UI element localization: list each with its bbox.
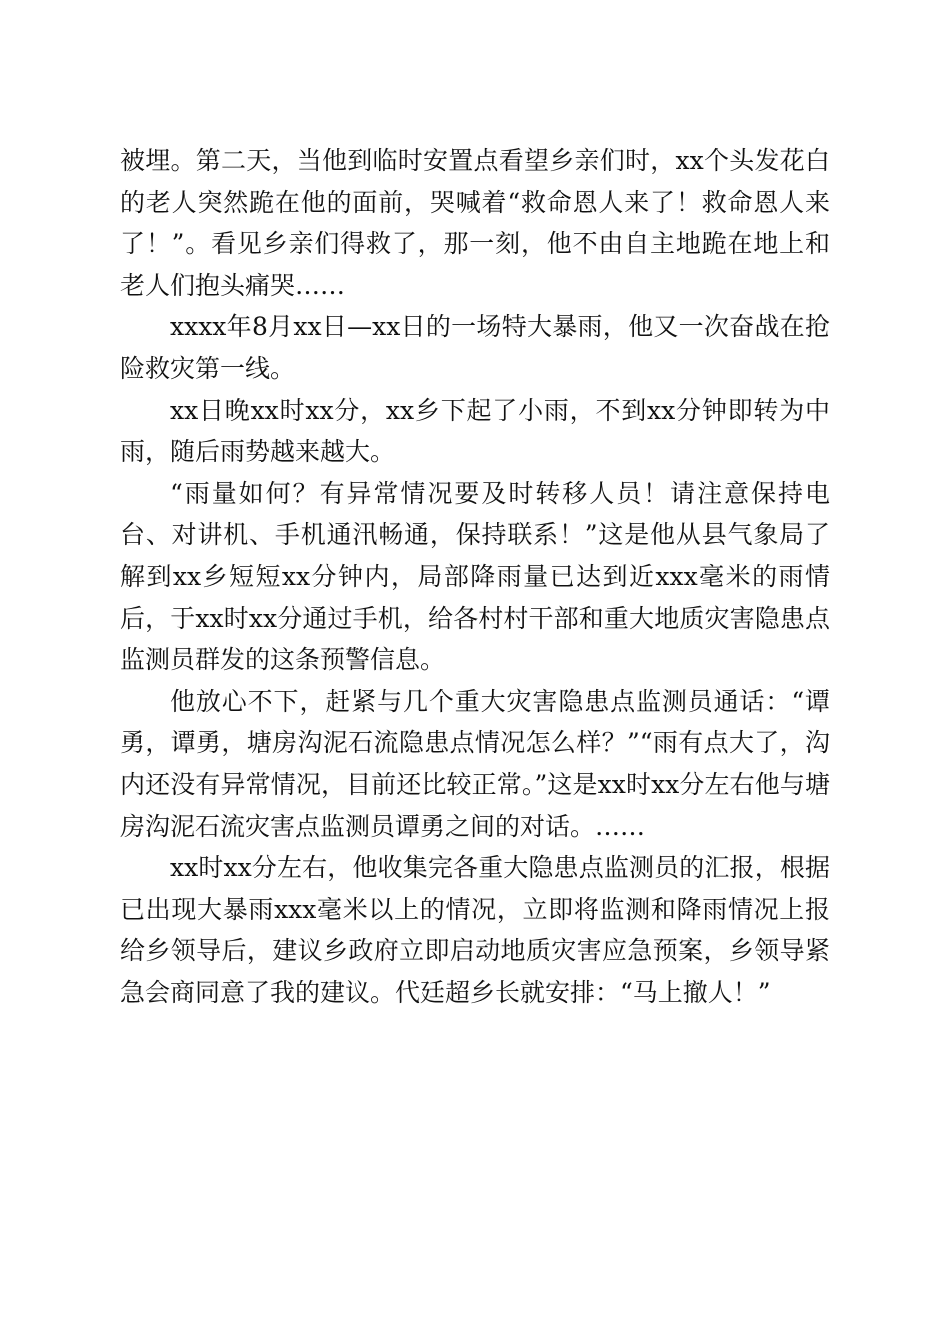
paragraph-5: 他放心不下，赶紧与几个重大灾害隐患点监测员通话：“谭勇，谭勇，塘房沟泥石流隐患点情况怎么样？”“雨有点大了，沟内还没有异常情况，目前还比较正常。”这是xx时xx分左右他与塘房沟泥石流灾害点监测员谭勇之间的对话。……: [120, 686, 830, 841]
paragraph-2: xxxx年8月xx日—xx日的一场特大暴雨，他又一次奋战在抢险救灾第一线。: [120, 312, 830, 383]
paragraph-3: xx日晚xx时xx分，xx乡下起了小雨，不到xx分钟即转为中雨，随后雨势越来越大。: [120, 395, 830, 467]
paragraph-6: xx时xx分左右，他收集完各重大隐患点监测员的汇报，根据已出现大暴雨xxx毫米以上的情况，立即将监测和降雨情况上报给乡领导后，建议乡政府立即启动地质灾害应急预案，乡领导紧急会商同意了我的建议。代廷超乡长就安排：“马上撤人！”: [120, 853, 830, 1007]
document-body: [120, 140, 830, 1013]
paragraph-1: 被埋。第二天，当他到临时安置点看望乡亲们时，xx个头发花白的老人突然跪在他的面前，哭喊着“救命恩人来了！救命恩人来了！”。看见乡亲们得救了，那一刻，他不由自主地跪在地上和老人们抱头痛哭……: [120, 146, 830, 300]
paragraph-4: “雨量如何？有异常情况要及时转移人员！请注意保持电台、对讲机、手机通汛畅通，保持联系！”这是他从县气象局了解到xx乡短短xx分钟内，局部降雨量已达到近xxx毫米的雨情后，于xx时xx分通过手机，给各村村干部和重大地质灾害隐患点监测员群发的这条预警信息。: [120, 478, 830, 675]
